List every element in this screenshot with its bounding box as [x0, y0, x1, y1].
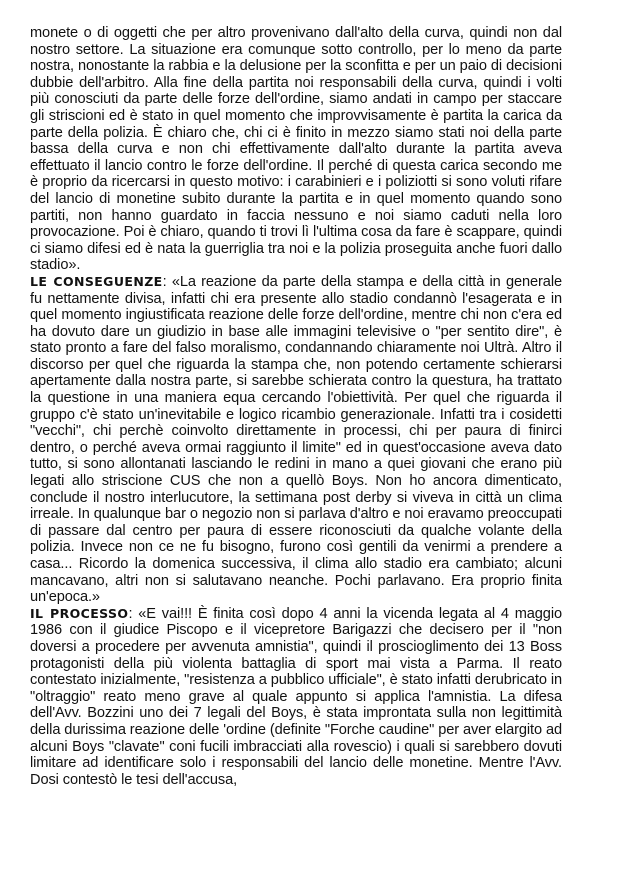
text-column: [30, 25, 562, 788]
section-trial: [30, 606, 562, 789]
section-text-consequences: : «La reazione da parte della stampa e della città in generale fu nettamente divisa, infatti chi era presente allo stadio condannò l'esagerata e in quel momento ingiustificata reazione delle forze dell'ordine, mentre chi non c'era ed ha dovuto dare un giudizio in base alle immagini televisive o "per sentito dire", è stato pronto a fare del falso moralismo, condannando chiaramente noi Ultrà. Altro il discorso per quel che riguarda la stampa che, non potendo certamente schierarsi apertamente dalla nostra parte, si sarebbe schierata contro la questura, ha trattato la questione in una maniera equa cercando l'obiettività. Per quel che riguarda il gruppo c'è stato un'inevitabile e logico ricambio generazionale. Infatti tra i cosidetti "vecchi", chi perchè coinvolto direttamente in processi, chi per paura di finirci dentro, o perché aveva ormai raggiunto il limite" ed in quest'occasione aveva dato tutto, si sono allontanati lasciando le redini in mano a quei giovani che erano più legati allo striscione CUS che non a quellò Boys. Non ho ancora dimenticato, conclude il nostro interlucutore, la settimana post derby si viveva in città un clima irreale. In qualunque bar o negozio non si parlava d'altro e noi eravamo preoccupati di passare dal centro per paura di essere riconosciuti da qualche volante della polizia. Invece non ce ne fu bisogno, furono così gentili da venirmi a prendere a casa... Ricordo la domenica successiva, il clima allo stadio era cambiato; alcuni mancavano, altri non si salutavano neanche. Pochi parlavano. Era proprio finita un'epoca.»: [30, 273, 562, 606]
section-text-trial: : «E vai!!! È finita così dopo 4 anni la vicenda legata al 4 maggio 1986 con il giudice Piscopo e il vicepretore Barigazzi che decisero per il "non doversi a procedere per avvenuta amnistia", quindi il proscioglimento dei 13 Boss protagonisti della più violenta battaglia di sport mai vista a Parma. Il reato contestato inizialmente, "resistenza a pubblico ufficiale", è stato infatti derubricato in "oltraggio" reato meno grave al quale appunto si applica l'amnistia. La difesa dell'Avv. Bozzini uno dei 7 legali del Boys, è stata improntata sulla non legittimità della durissima reazione delle 'ordine (definite "Forche caudine" per aver elargito ad alcuni Boys "clavate" coni fucili imbracciati alla rovescio) i quali si sarebbero dovuti limitare ad identificare solo i responsabili del lancio delle monetine. Mentre l'Avv. Dosi contestò le tesi dell'accusa,: [30, 605, 562, 788]
section-consequences: [30, 274, 562, 606]
intro-paragraph: monete o di oggetti che per altro provenivano dall'alto della curva, quindi non dal nostro settore. La situazione era comunque sotto controllo, per lo meno da parte nostra, nonostante la rabbia e la delusione per la sconfitta e per un paio di decisioni dubbie dell'arbitro. Alla fine della partita noi responsabili della curva, quindi i volti più conosciuti da parte delle forze dell'ordine, siamo andati in campo per staccare gli striscioni ed è stato in quel momento che improvvisamente è partita la carica da parte della polizia. È chiaro che, chi ci è finito in mezzo siamo stati noi della parte bassa della curva e non chi effettivamente dall'alto durante la partita aveva effettuato il lancio contro le forze dell'ordine. Il perché di questa carica secondo me è proprio da ricercarsi in questo motivo: i carabinieri e i poliziotti si sono voluti rifare del lancio di monetine subito durante la partita e in quel momento quando sono partiti, non hanno guardato in faccia nessuno e noi siamo caduti nella loro provocazione. Poi è chiaro, quando ti trovi lì l'ultima cosa da fare è scappare, quindi ci siamo difesi ed è nata la guerriglia tra noi e la polizia proseguita anche fuori dallo stadio».: [30, 25, 562, 274]
section-heading-trial: IL PROCESSO: [30, 605, 129, 621]
section-heading-consequences: LE CONSEGUENZE: [30, 273, 163, 289]
